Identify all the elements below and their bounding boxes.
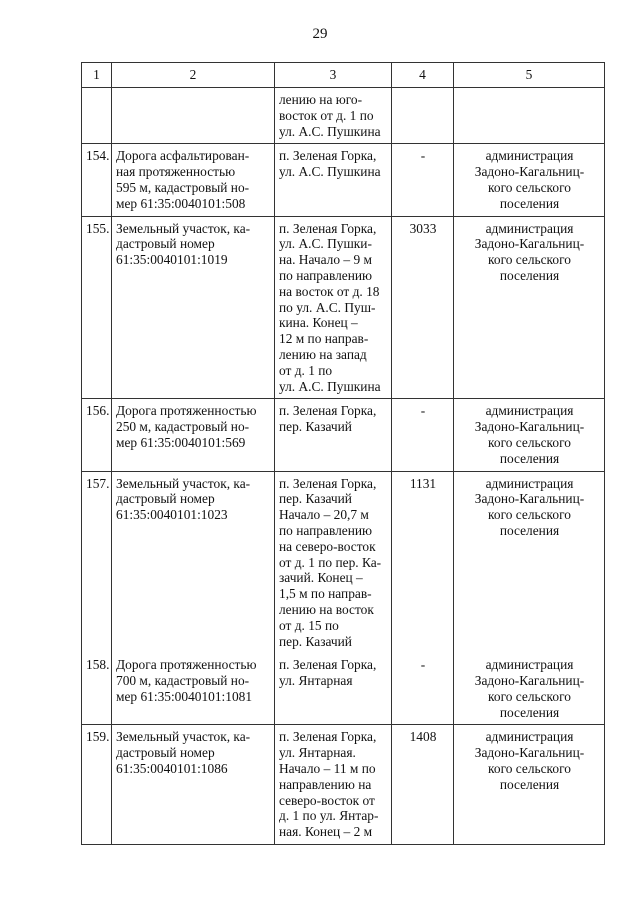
- cell-location: п. Зеленая Горка, ул. А.С. Пушкина: [275, 144, 392, 216]
- cell-name: [112, 88, 275, 144]
- column-header: 1: [82, 63, 112, 88]
- cell-location: п. Зеленая Горка, ул. Янтарная: [275, 653, 392, 725]
- cell-location: п. Зеленая Горка, пер. Казачий Начало – 20,7 м по направлению на северо-восток от д. 1 по пер. Ка- зачий. Конец – 1,5 м по направ- лению на восток от д. 15 по пер. Казачий: [275, 471, 392, 653]
- cell-area: 1131: [392, 471, 454, 653]
- column-header: 2: [112, 63, 275, 88]
- column-header: 5: [454, 63, 605, 88]
- cell-location: лению на юго- восток от д. 1 по ул. А.С. Пушкина: [275, 88, 392, 144]
- cell-area: -: [392, 399, 454, 471]
- cell-owner: администрация Задоно-Кагальниц- кого сельского поселения: [454, 725, 605, 845]
- cell-owner: администрация Задоно-Кагальниц- кого сельского поселения: [454, 216, 605, 399]
- cell-name: Дорога протяженностью 700 м, кадастровый но- мер 61:35:0040101:1081: [112, 653, 275, 725]
- cell-location: п. Зеленая Горка, ул. Янтарная. Начало – 11 м по направлению на северо-восток от д. 1 по ул. Янтар- ная. Конец – 2 м: [275, 725, 392, 845]
- cell-num: 159.: [82, 725, 112, 845]
- cell-owner: [454, 88, 605, 144]
- cell-location: п. Зеленая Горка, пер. Казачий: [275, 399, 392, 471]
- cell-owner: администрация Задоно-Кагальниц- кого сельского поселения: [454, 399, 605, 471]
- table-row: [82, 471, 605, 653]
- cell-num: 155.: [82, 216, 112, 399]
- table-row: [82, 216, 605, 399]
- page-number: 29: [312, 26, 328, 42]
- table-row-continuation: [82, 88, 605, 144]
- cell-name: Дорога протяженностью 250 м, кадастровый но- мер 61:35:0040101:569: [112, 399, 275, 471]
- column-header: 4: [392, 63, 454, 88]
- table-row: [82, 144, 605, 216]
- cell-area: -: [392, 653, 454, 725]
- cell-name: Земельный участок, ка- дастровый номер 61:35:0040101:1086: [112, 725, 275, 845]
- table-row: [82, 725, 605, 845]
- cell-area: -: [392, 144, 454, 216]
- cell-area: 3033: [392, 216, 454, 399]
- cell-num: 158.: [82, 653, 112, 725]
- cell-num: [82, 88, 112, 144]
- cell-name: Земельный участок, ка- дастровый номер 61:35:0040101:1023: [112, 471, 275, 653]
- header-row: [82, 63, 605, 88]
- cell-owner: администрация Задоно-Кагальниц- кого сельского поселения: [454, 653, 605, 725]
- cell-area: [392, 88, 454, 144]
- cell-num: 154.: [82, 144, 112, 216]
- cell-location: п. Зеленая Горка, ул. А.С. Пушки- на. Начало – 9 м по направлению на восток от д. 18 по ул. А.С. Пуш- кина. Конец – 12 м по направ- лению на запад от д. 1 по ул. А.С. Пушкина: [275, 216, 392, 399]
- cell-name: Земельный участок, ка- дастровый номер 61:35:0040101:1019: [112, 216, 275, 399]
- table-row: [82, 399, 605, 471]
- cell-area: 1408: [392, 725, 454, 845]
- cell-owner: администрация Задоно-Кагальниц- кого сельского поселения: [454, 144, 605, 216]
- column-header: 3: [275, 63, 392, 88]
- property-table: [81, 62, 605, 845]
- cell-owner: администрация Задоно-Кагальниц- кого сельского поселения: [454, 471, 605, 653]
- cell-num: 157.: [82, 471, 112, 653]
- table-row: [82, 653, 605, 725]
- cell-name: Дорога асфальтирован- ная протяженностью 595 м, кадастровый но- мер 61:35:0040101:508: [112, 144, 275, 216]
- cell-num: 156.: [82, 399, 112, 471]
